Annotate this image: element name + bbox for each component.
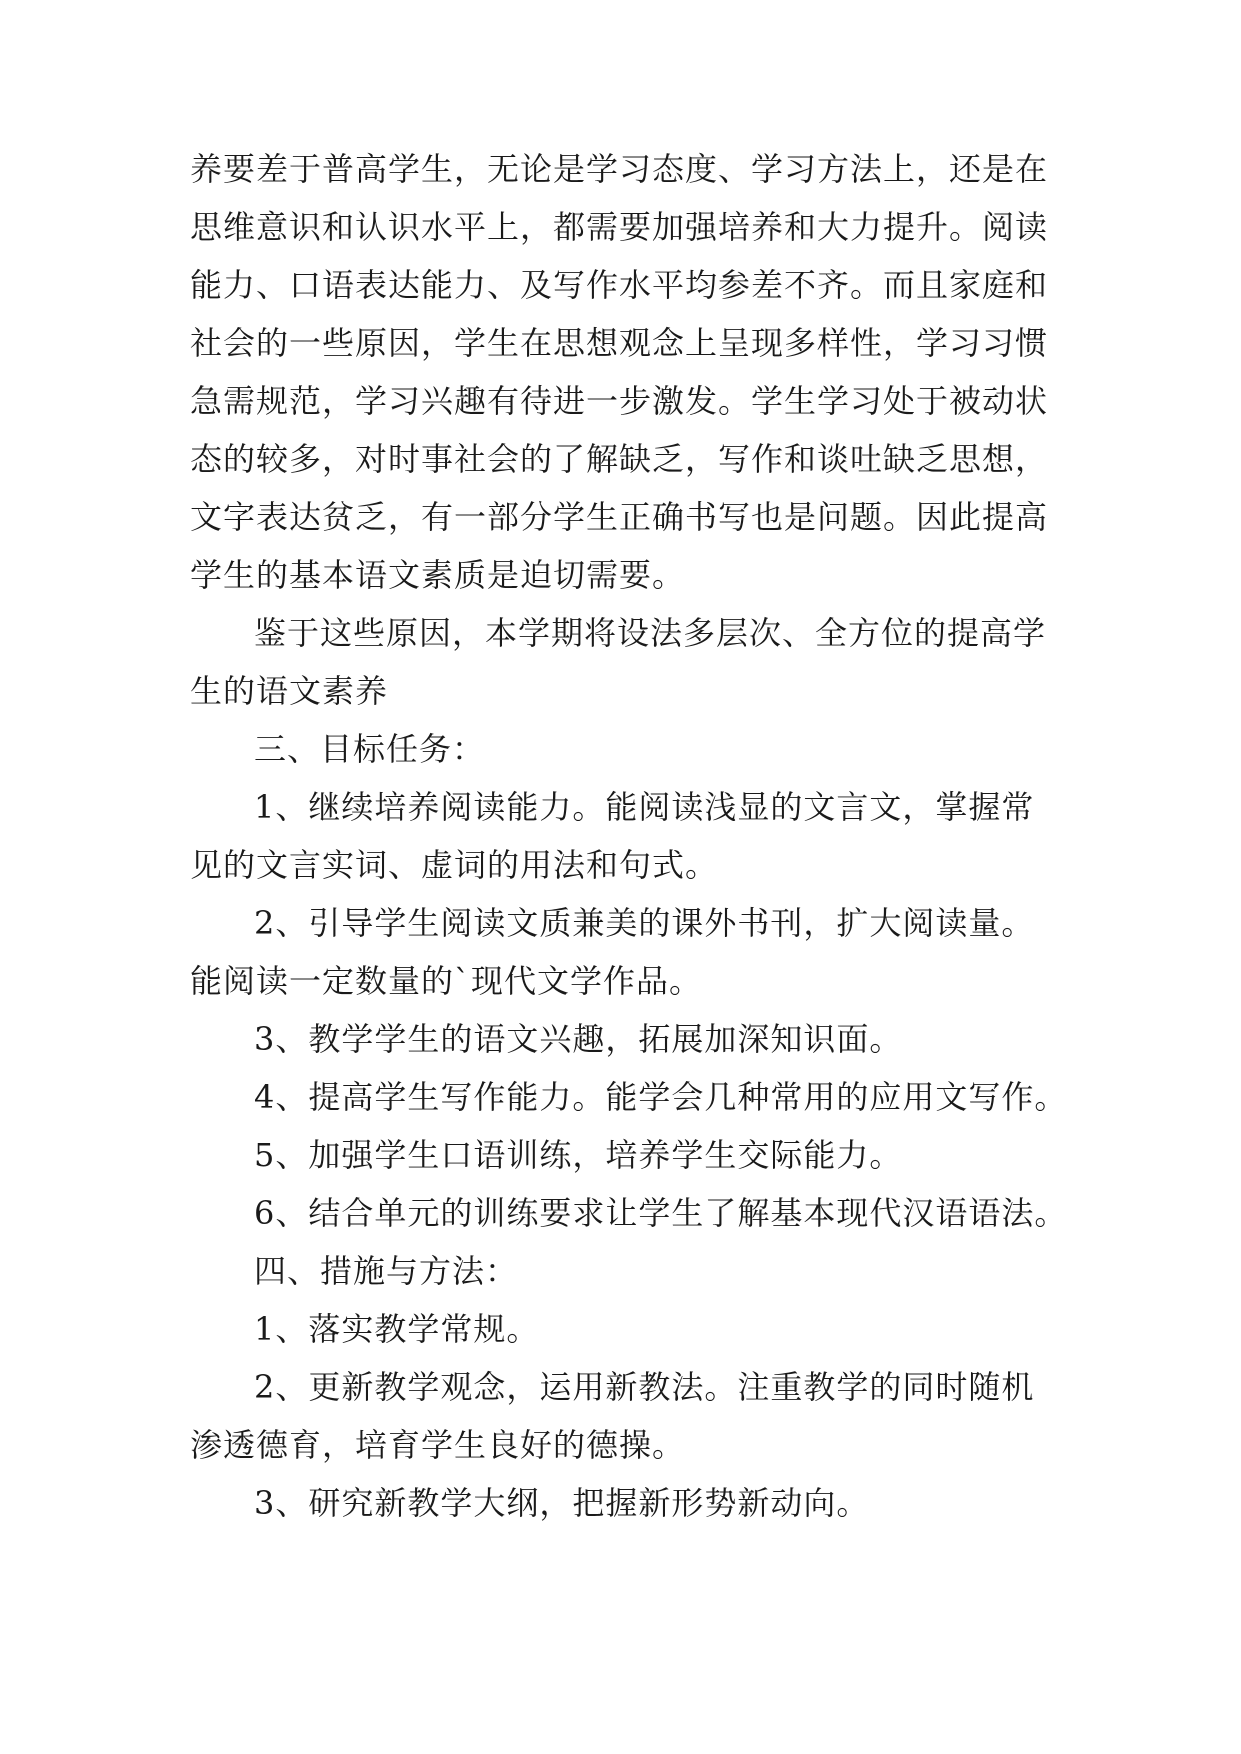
- text-line: 见的文言实词、虚词的用法和句式。: [190, 846, 719, 884]
- list-item-line: 1、落实教学常规。: [254, 1310, 540, 1348]
- list-item-line: 2、更新教学观念，运用新教法。注重教学的同时随机: [254, 1368, 1035, 1406]
- text-line: 思维意识和认识水平上，都需要加强培养和大力提升。阅读: [190, 208, 1049, 246]
- text-line: 态的较多，对时事社会的了解缺乏，写作和谈吐缺乏思想，: [190, 440, 1049, 478]
- list-item-line: 5、加强学生口语训练，培养学生交际能力。: [254, 1136, 903, 1174]
- text-line: 学生的基本语文素质是迫切需要。: [190, 556, 686, 594]
- list-item-line: 6、结合单元的训练要求让学生了解基本现代汉语语法。: [254, 1194, 1068, 1232]
- list-item-line: 3、教学学生的语文兴趣，拓展加深知识面。: [254, 1020, 903, 1058]
- list-item-line: 3、研究新教学大纲，把握新形势新动向。: [254, 1484, 870, 1522]
- text-line: 养要差于普高学生，无论是学习态度、学习方法上，还是在: [190, 150, 1049, 188]
- section-heading: 三、目标任务：: [254, 730, 486, 768]
- list-item-line: 1、继续培养阅读能力。能阅读浅显的文言文，掌握常: [254, 788, 1035, 826]
- section-heading: 四、措施与方法：: [254, 1252, 519, 1290]
- text-line: 急需规范，学习兴趣有待进一步激发。学生学习处于被动状: [190, 382, 1049, 420]
- text-line: 能阅读一定数量的`现代文学作品。: [190, 962, 703, 1000]
- text-line: 社会的一些原因，学生在思想观念上呈现多样性，学习习惯: [190, 324, 1049, 362]
- list-item-line: 4、提高学生写作能力。能学会几种常用的应用文写作。: [254, 1078, 1068, 1116]
- text-line: 生的语文素养: [190, 672, 389, 710]
- text-line: 文字表达贫乏，有一部分学生正确书写也是问题。因此提高: [190, 498, 1049, 536]
- list-item-line: 2、引导学生阅读文质兼美的课外书刊，扩大阅读量。: [254, 904, 1035, 942]
- paragraph-start-line: 鉴于这些原因，本学期将设法多层次、全方位的提高学: [254, 614, 1047, 652]
- text-line: 能力、口语表达能力、及写作水平均参差不齐。而且家庭和: [190, 266, 1049, 304]
- text-line: 渗透德育，培育学生良好的德操。: [190, 1426, 686, 1464]
